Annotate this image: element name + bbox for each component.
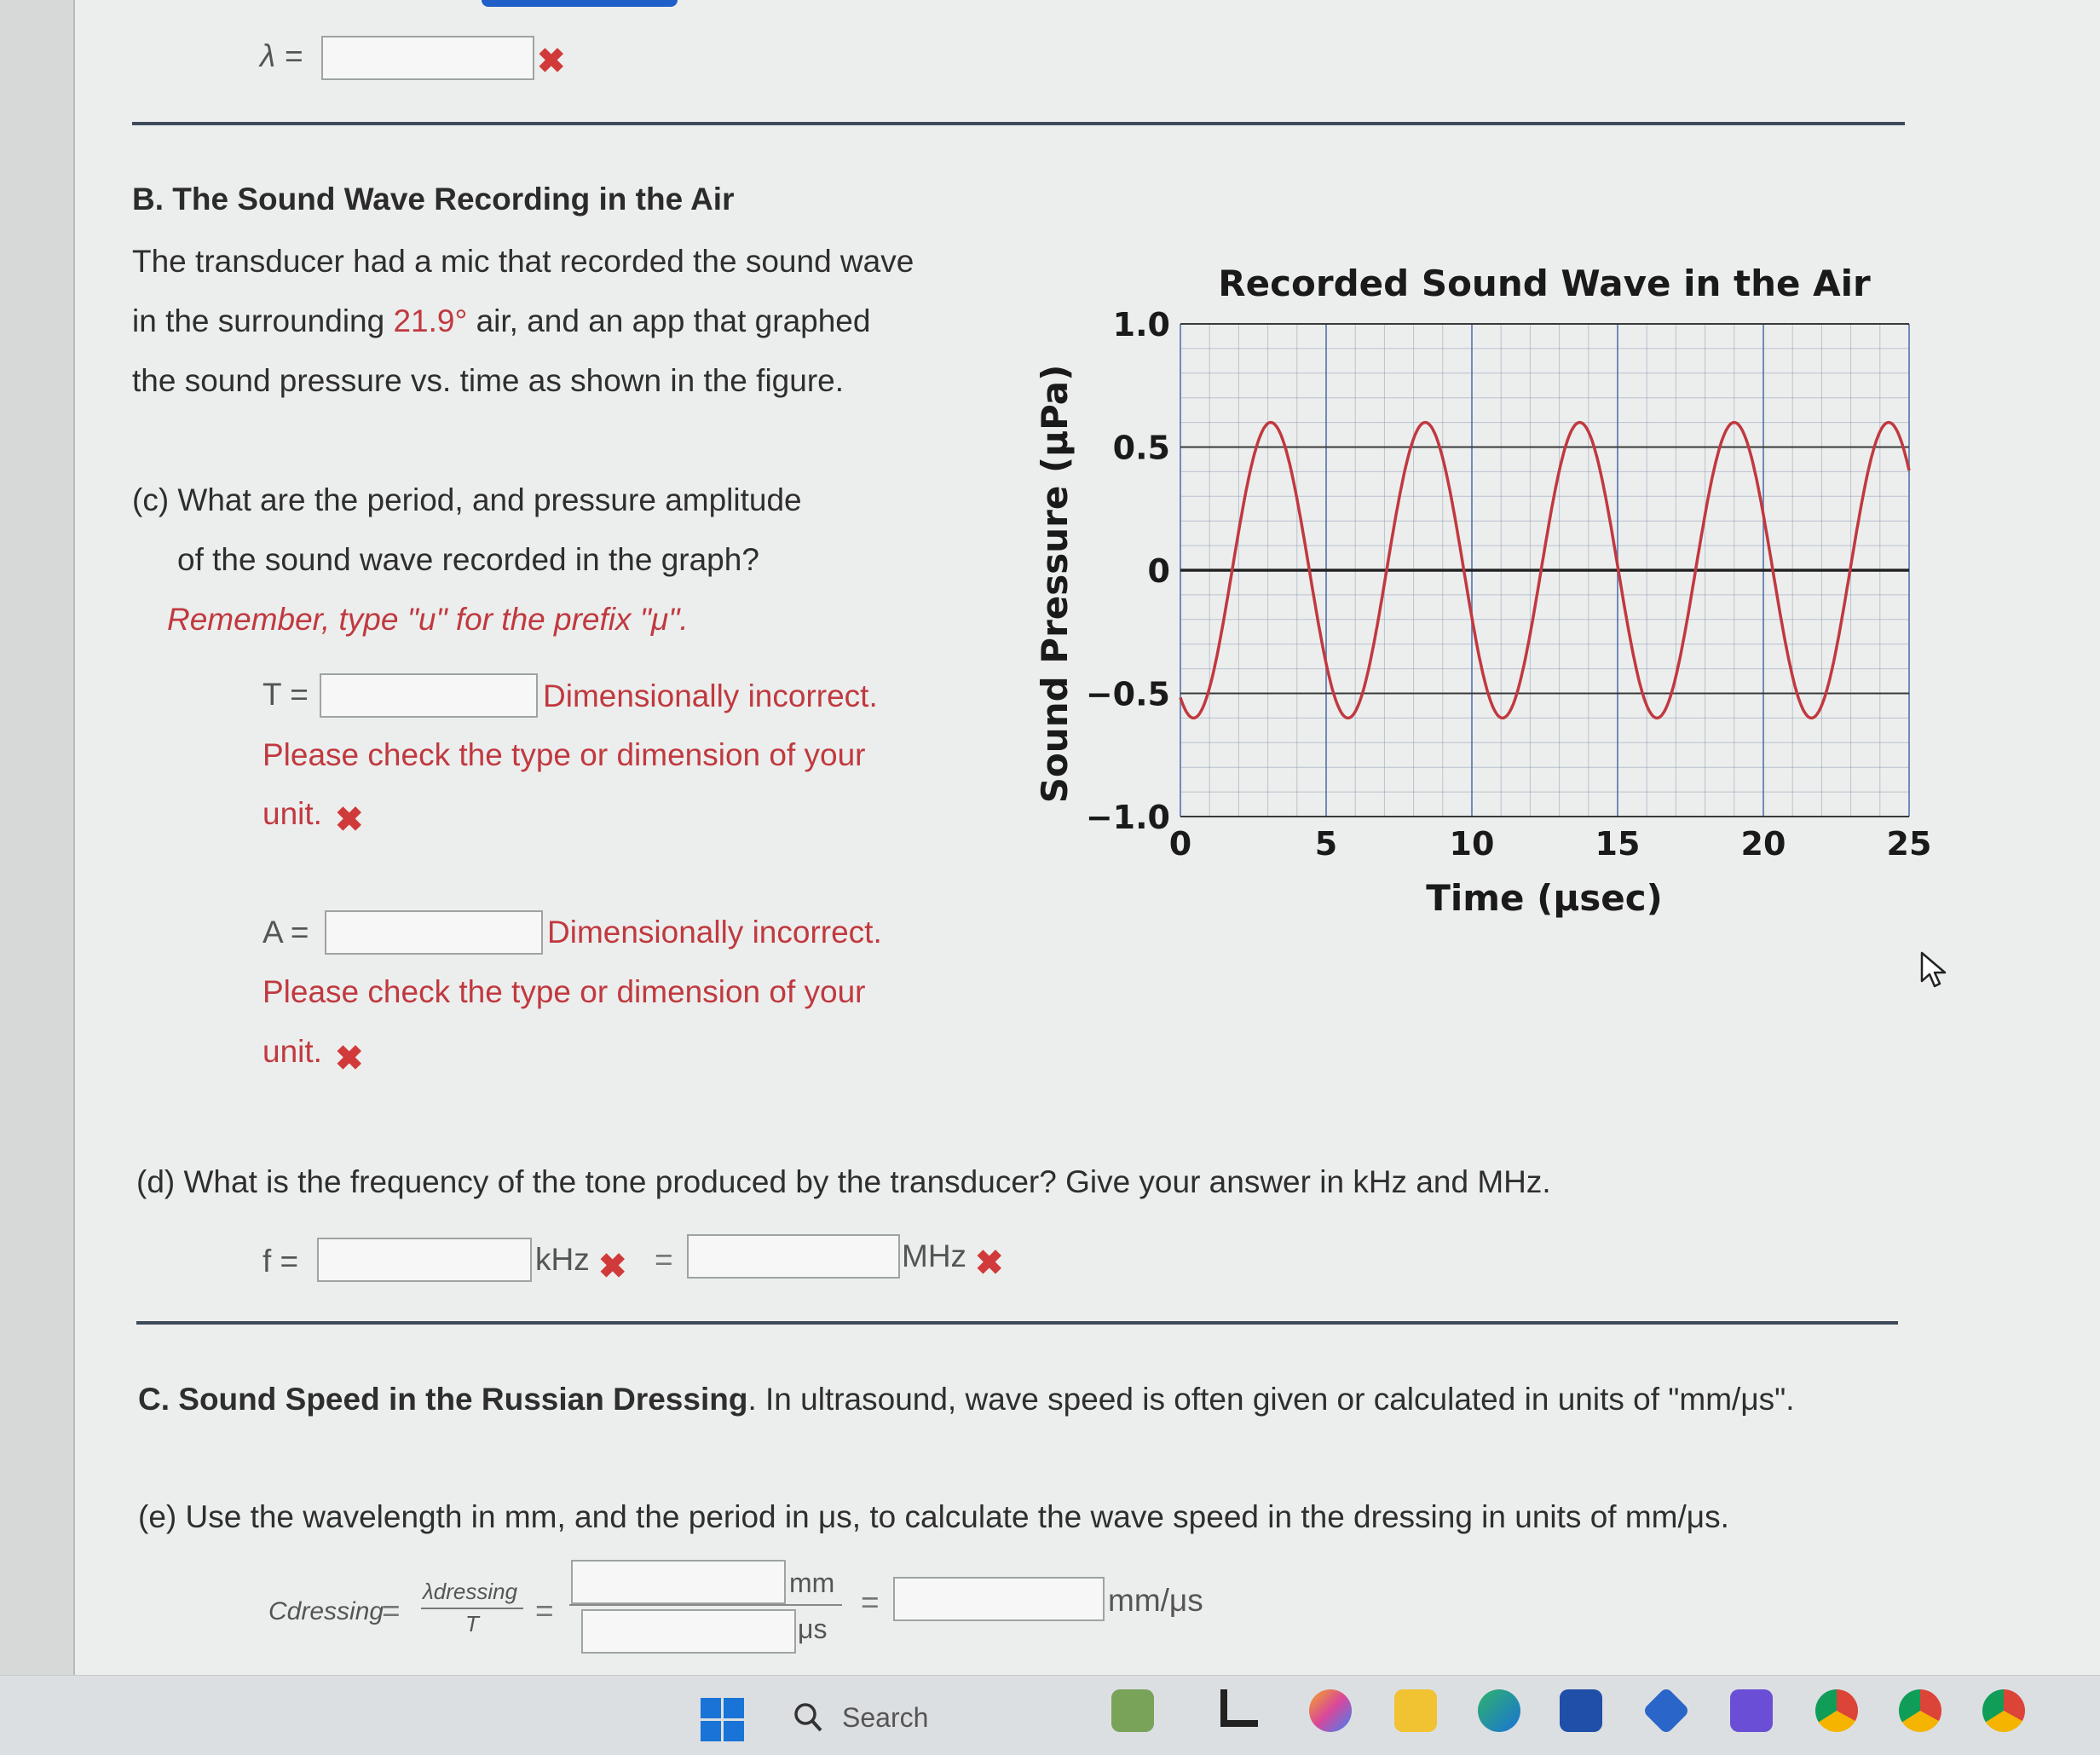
section-divider-2 [136, 1321, 1898, 1325]
y-tick-label: 0.5 [1112, 429, 1170, 467]
windows-start-icon[interactable] [701, 1698, 745, 1742]
period-feedback-line3: unit. [262, 796, 322, 831]
incorrect-x-icon: ✖ [598, 1248, 627, 1285]
question-c-line2: of the sound wave recorded in the graph? [177, 542, 759, 577]
us-unit: μs [798, 1614, 828, 1644]
fraction-denominator: T [465, 1611, 479, 1637]
x-tick-label: 0 [1168, 825, 1192, 863]
y-tick-label: −1.0 [1085, 799, 1170, 836]
frequency-mhz-input[interactable] [687, 1234, 900, 1279]
chart-grid [1180, 324, 1909, 817]
file-explorer-icon[interactable] [1394, 1689, 1437, 1732]
left-sidebar [0, 0, 75, 1675]
equals-sign: = [861, 1585, 880, 1619]
chat-app-icon[interactable] [1730, 1689, 1773, 1732]
copilot-icon[interactable] [1309, 1689, 1352, 1732]
section-b-intro-line1: The transducer had a mic that recorded the sound wave [132, 244, 914, 279]
chrome-profile-icon[interactable] [1982, 1689, 2025, 1732]
period-us-input[interactable] [581, 1609, 796, 1654]
units-fraction-bar [569, 1604, 842, 1606]
lambda-label: λ = [260, 38, 303, 73]
sound-wave-chart [1031, 247, 1952, 929]
equals-sign: = [655, 1242, 673, 1277]
question-d-text: (d) What is the frequency of the tone produced by the transducer? Give your answer in kHz and MHz. [136, 1164, 1551, 1199]
period-feedback: Dimensionally incorrect. [543, 678, 878, 713]
mouse-pointer-icon [1919, 950, 1948, 990]
fraction-bar [421, 1608, 523, 1609]
amplitude-label: A = [262, 915, 309, 950]
incorrect-x-icon: ✖ [335, 801, 364, 839]
intro-text-a: in the surrounding [132, 303, 394, 338]
khz-unit: kHz [535, 1242, 590, 1277]
microsoft-store-icon[interactable] [1560, 1689, 1602, 1732]
incorrect-x-icon: ✖ [975, 1244, 1004, 1282]
edge-browser-icon[interactable] [1478, 1689, 1520, 1732]
section-divider-1 [132, 122, 1905, 125]
chrome-profile-icon[interactable] [1899, 1689, 1941, 1732]
y-tick-label: 1.0 [1112, 306, 1170, 343]
section-b-intro-line3: the sound pressure vs. time as shown in the figure. [132, 363, 844, 398]
amplitude-feedback-line3: unit. [262, 1034, 322, 1069]
period-feedback-line2: Please check the type or dimension of your [262, 737, 866, 772]
amplitude-input[interactable] [325, 910, 543, 955]
y-tick-label: 0 [1147, 552, 1170, 590]
section-b-title: B. The Sound Wave Recording in the Air [132, 182, 735, 216]
chrome-icon[interactable] [1815, 1689, 1858, 1732]
chart-ticks [1086, 306, 1932, 863]
period-label: T = [262, 677, 309, 712]
x-tick-label: 10 [1449, 825, 1495, 863]
amplitude-feedback: Dimensionally incorrect. [547, 915, 882, 950]
incorrect-x-icon: ✖ [537, 43, 566, 80]
question-c-line1: (c) What are the period, and pressure amplitude [132, 482, 802, 517]
air-temperature-value: 21.9° [393, 303, 468, 338]
x-tick-label: 25 [1886, 825, 1932, 863]
section-c-heading [138, 1381, 1795, 1418]
period-input[interactable] [320, 673, 538, 718]
windows-taskbar [0, 1675, 2100, 1755]
section-c-text: . In ultrasound, wave speed is often given or calculated in units of "mm/μs". [747, 1382, 1795, 1417]
prefix-reminder: Remember, type "u" for the prefix "μ". [167, 602, 689, 637]
y-axis-label: Sound Pressure (μPa) [1034, 364, 1076, 804]
x-axis-label: Time (μsec) [1426, 877, 1663, 919]
taskbar-search-label[interactable]: Search [842, 1702, 929, 1733]
fraction-numerator: λdressing [423, 1579, 518, 1604]
frequency-khz-input[interactable] [317, 1238, 532, 1282]
task-view-icon[interactable] [1220, 1689, 1263, 1732]
amplitude-feedback-line2: Please check the type or dimension of your [262, 974, 866, 1009]
y-tick-label: −0.5 [1085, 675, 1170, 713]
x-tick-label: 15 [1595, 825, 1641, 863]
question-e-text: (e) Use the wavelength in mm, and the period in μs, to calculate the wave speed in the dressing in units of mm/μs. [138, 1499, 1729, 1534]
frequency-label: f = [262, 1244, 299, 1279]
mm-per-us-unit: mm/μs [1108, 1583, 1203, 1618]
search-icon[interactable] [793, 1701, 823, 1732]
incorrect-x-icon: ✖ [335, 1040, 364, 1077]
x-tick-label: 5 [1314, 825, 1338, 863]
section-c-title: C. Sound Speed in the Russian Dressing [138, 1382, 748, 1417]
x-tick-label: 20 [1740, 825, 1786, 863]
mm-unit: mm [789, 1567, 835, 1598]
wave-speed-input[interactable] [893, 1577, 1105, 1621]
lambda-input[interactable] [321, 36, 534, 80]
wavelength-mm-input[interactable] [571, 1560, 786, 1604]
intro-text-b: air, and an app that graphed [467, 303, 871, 338]
equals-sign: = [535, 1593, 554, 1628]
equals-sign: = [382, 1593, 401, 1628]
widgets-icon[interactable] [1111, 1689, 1154, 1732]
mhz-unit: MHz [902, 1238, 967, 1273]
chart-title: Recorded Sound Wave in the Air [1218, 263, 1871, 304]
top-tab-indicator [482, 0, 678, 7]
c-dressing-label: Cdressing [268, 1597, 384, 1625]
section-b-intro-line2 [132, 303, 870, 340]
